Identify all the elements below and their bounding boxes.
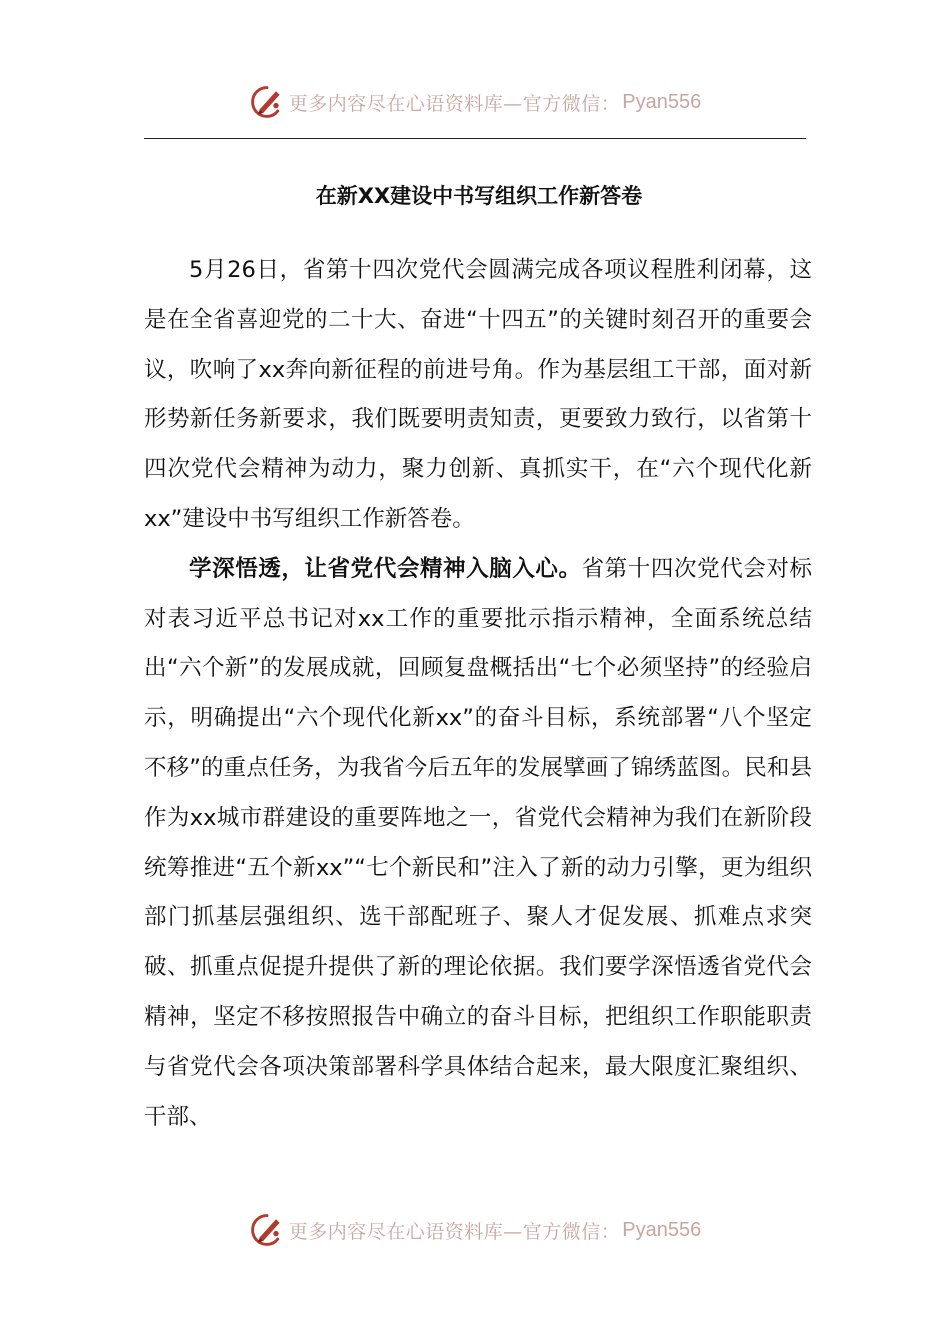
header-watermark xyxy=(0,82,950,122)
footer-watermark xyxy=(0,1210,950,1250)
pen-logo-icon xyxy=(249,1212,285,1248)
paragraph-2-lead: 学深悟透，让省党代会精神入脑入心。 xyxy=(189,555,582,582)
pen-logo-icon xyxy=(249,84,285,120)
paragraph-2-text: 省第十四次党代会对标对表习近平总书记对xx工作的重要批示指示精神，全面系统总结出“六个新”的发展成就，回顾复盘概括出“七个必须坚持”的经验启示，明确提出“六个现代化新xx”的奋斗目标，系统部署“八个坚定不移”的重点任务，为我省今后五年的发展擘画了锦绣蓝图。民和县作为xx城市群建设的重要阵地之一，省党代会精神为我们在新阶段统筹推进“五个新xx”“七个新民和”注入了新的动力引擎，更为组织部门抓基层强组织、选干部配班子、聚人才促发展、抓难点求突破、抓重点促提升提供了新的理论依据。我们要学深悟透省党代会精神，坚定不移按照报告中确立的奋斗目标，把组织工作职能职责与省党代会各项决策部署科学具体结合起来，最大限度汇聚组织、干部、 xyxy=(144,555,812,1130)
watermark-text: 更多内容尽在心语资料库—官方微信： xyxy=(288,92,621,115)
watermark-text: 更多内容尽在心语资料库—官方微信： xyxy=(288,1220,621,1243)
document-body xyxy=(144,246,812,1142)
paragraph-1 xyxy=(144,246,812,545)
watermark-wechat-id: Pyan556 xyxy=(622,1218,702,1241)
paragraph-1-text: 5月26日，省第十四次党代会圆满完成各项议程胜利闭幕，这是在全省喜迎党的二十大、奋进“十四五”的关键时刻召开的重要会议，吹响了xx奔向新征程的前进号角。作为基层组工干部，面对新形势新任务新要求，我们既要明责知责，更要致力致行，以省第十四次党代会精神为动力，聚力创新、真抓实干，在“六个现代化新xx”建设中书写组织工作新答卷。 xyxy=(144,257,812,532)
paragraph-2 xyxy=(144,545,812,1143)
watermark-wechat-id: Pyan556 xyxy=(622,90,702,113)
document-title: 在新XX建设中书写组织工作新答卷 xyxy=(315,184,643,208)
header-divider xyxy=(144,138,806,139)
